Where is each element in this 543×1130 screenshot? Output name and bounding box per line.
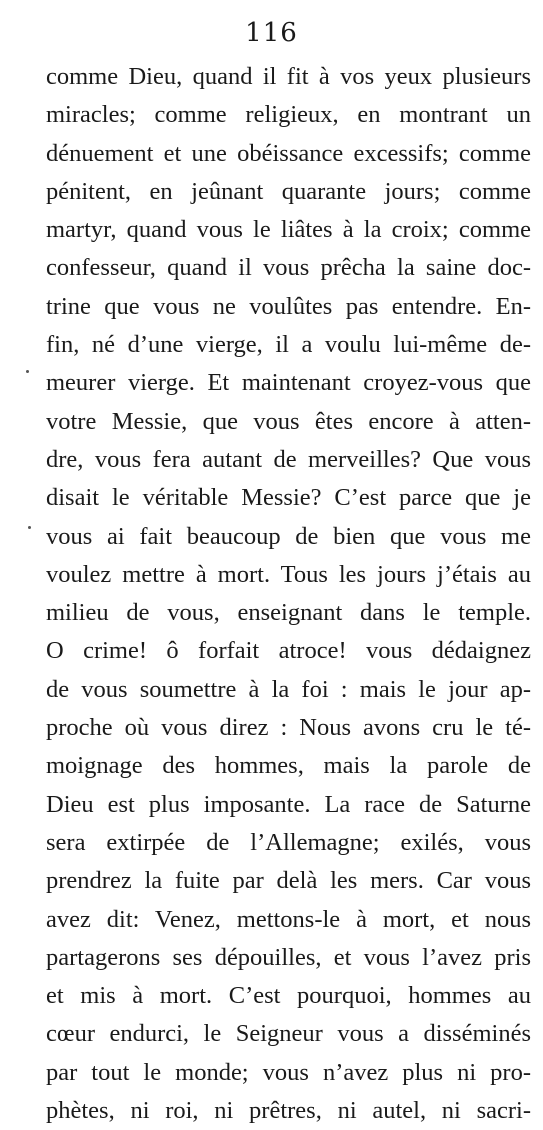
text-line: moignage des hommes, mais la parole de <box>46 752 531 780</box>
text-line: trine que vous ne voulûtes pas entendre. En- <box>46 292 531 320</box>
text-line: meurer vierge. Et maintenant croyez-vous que <box>46 369 531 397</box>
text-line: dre, vous fera autant de merveilles? Que vous <box>46 445 531 473</box>
text-line: martyr, quand vous le liâtes à la croix; comme <box>46 216 531 244</box>
page-number: 116 <box>245 18 298 48</box>
text-line: et mis à mort. C’est pourquoi, hommes au <box>46 982 531 1010</box>
text-line: sera extirpée de l’Allemagne; exilés, vous <box>46 828 531 856</box>
text-line: milieu de vous, enseignant dans le temple. <box>46 599 531 627</box>
text-line: par tout le monde; vous n’avez plus ni pro- <box>46 1058 531 1086</box>
text-line: miracles; comme religieux, en montrant un <box>46 101 531 129</box>
ink-speck <box>26 370 29 373</box>
text-line: pénitent, en jeûnant quarante jours; comme <box>46 177 531 205</box>
text-line: disait le véritable Messie? C’est parce que je <box>46 484 531 512</box>
ink-speck <box>28 526 31 529</box>
text-line: proche où vous direz : Nous avons cru le té- <box>46 714 531 742</box>
text-line: phètes, ni roi, ni prêtres, ni autel, ni sacri- <box>46 1097 531 1125</box>
text-line: de vous soumettre à la foi : mais le jour ap- <box>46 675 531 703</box>
text-line: Dieu est plus imposante. La race de Saturne <box>46 790 531 818</box>
text-line: vous ai fait beaucoup de bien que vous me <box>46 522 531 550</box>
text-line: confesseur, quand il vous prêcha la saine doc- <box>46 254 531 282</box>
text-line: comme Dieu, quand il fit à vos yeux plusieurs <box>46 63 531 90</box>
text-line: avez dit: Venez, mettons-le à mort, et nous <box>46 905 531 933</box>
text-line: fin, né d’une vierge, il a voulu lui-même de- <box>46 331 531 359</box>
text-line: votre Messie, que vous êtes encore à atten- <box>46 407 531 435</box>
text-line: voulez mettre à mort. Tous les jours j’étais au <box>46 560 531 588</box>
text-line: dénuement et une obéissance excessifs; comme <box>46 139 531 167</box>
text-line: prendrez la fuite par delà les mers. Car vous <box>46 867 531 895</box>
text-line: O crime! ô forfait atroce! vous dédaignez <box>46 637 531 665</box>
text-line: partagerons ses dépouilles, et vous l’avez pris <box>46 943 531 971</box>
body-text <box>46 58 531 1130</box>
text-line: cœur endurci, le Seigneur vous a disséminés <box>46 1020 531 1048</box>
